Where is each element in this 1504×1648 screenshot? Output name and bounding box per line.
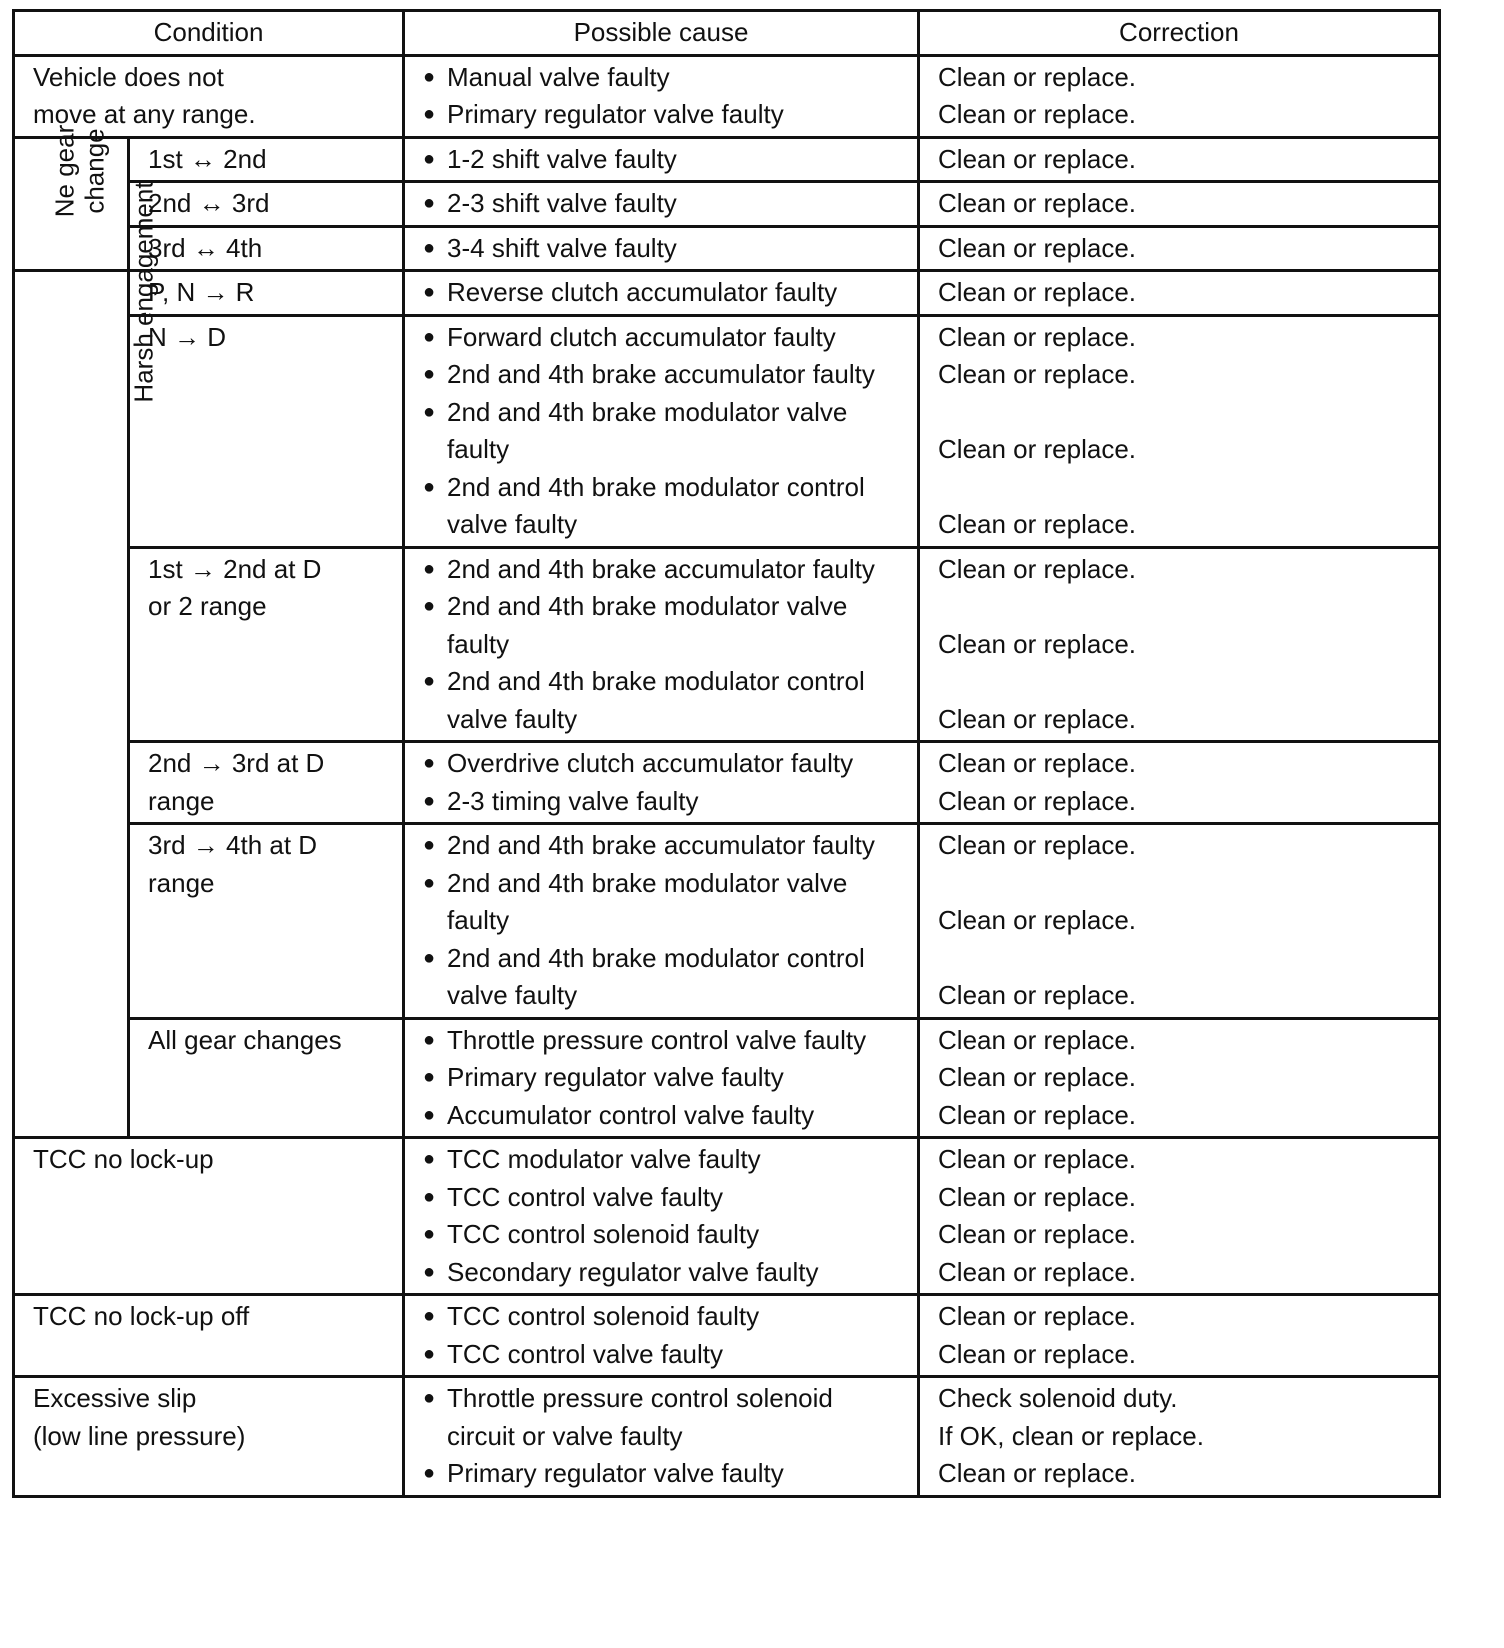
condition-text: (low line pressure) [33, 1420, 246, 1451]
sub-condition-text: 1st → 2nd at D [148, 553, 322, 584]
header-possible-cause: Possible cause [404, 11, 919, 56]
table-row [14, 1138, 1440, 1295]
cause-item: ● 2-3 timing valve faulty [423, 783, 905, 821]
bidirectional-arrow: ↔ [198, 188, 225, 218]
sub-condition-text: P, N → R [148, 277, 255, 307]
correction-item: Clean or replace. [938, 980, 1137, 1010]
table-row [14, 226, 1440, 271]
cause-item: ● 3-4 shift valve faulty [423, 230, 905, 268]
sub-condition-text: 2nd → 3rd at D [148, 748, 325, 778]
cause-item: ● Primary regulator valve faulty [423, 96, 905, 134]
group-label-no-gear-change: Ne gear change [49, 124, 110, 217]
correction-item: Clean or replace. [938, 1338, 1137, 1369]
condition-cell [14, 1295, 404, 1377]
table-row [14, 1018, 1440, 1138]
condition-cell [14, 1138, 404, 1295]
cause-cell [404, 137, 919, 182]
correction-item: Clean or replace. [938, 905, 1137, 935]
correction-item: Clean or replace. [938, 1144, 1137, 1174]
bidirectional-arrow: ↔ [189, 143, 216, 174]
correction-item: Clean or replace. [938, 1099, 1137, 1130]
table-row [14, 824, 1440, 1019]
cause-cell [404, 55, 919, 137]
correction-item: Clean or replace. [938, 830, 1137, 860]
cause-item: ● 2nd and 4th brake accumulator faulty [423, 356, 905, 394]
cause-item: ● 2nd and 4th brake modulator valve faulty [423, 394, 905, 469]
cause-item: ● Secondary regulator valve faulty [423, 1254, 905, 1292]
sub-condition-cell [129, 742, 404, 824]
correction-item: Clean or replace. [938, 359, 1137, 389]
table-row [14, 742, 1440, 824]
sub-condition-cell [129, 547, 404, 742]
cause-item: ● 2nd and 4th brake modulator control valve faulty [423, 469, 905, 544]
gear-from: 2nd [148, 188, 192, 218]
correction-item: Clean or replace. [938, 703, 1137, 734]
cause-cell [404, 315, 919, 547]
correction-cell [919, 742, 1440, 824]
cause-cell [404, 742, 919, 824]
sub-condition-text: range [148, 867, 215, 898]
cause-cell [404, 824, 919, 1019]
correction-cell [919, 55, 1440, 137]
cause-item: ● TCC control solenoid faulty [423, 1216, 905, 1254]
cause-cell [404, 271, 919, 316]
table-row [14, 182, 1440, 227]
gear-to: 3rd [231, 188, 270, 218]
no-gear-change-group-cell [14, 124, 129, 271]
table-row [14, 55, 1440, 137]
cause-item: ● 2nd and 4th brake accumulator faulty [423, 551, 905, 589]
correction-item: Clean or replace. [938, 1219, 1137, 1249]
cause-cell [404, 1295, 919, 1377]
bidirectional-arrow: ↔ [192, 232, 219, 263]
correction-item: Clean or replace. [938, 434, 1137, 464]
gear-to: 4th [226, 232, 263, 263]
cause-item: ● 2nd and 4th brake modulator control valve faulty [423, 940, 905, 1015]
sub-condition-cell [129, 226, 404, 271]
condition-text: Excessive slip [33, 1383, 197, 1413]
sub-condition-text: All gear changes [148, 1024, 342, 1055]
sub-condition-text: 3rd → 4th at D [148, 830, 318, 860]
gear-from: 1st [148, 143, 183, 174]
correction-item: Clean or replace. [938, 748, 1137, 778]
sub-condition-cell [129, 271, 404, 316]
correction-item: Clean or replace. [938, 277, 1137, 307]
header-row [14, 11, 1440, 56]
sub-condition-cell [129, 315, 404, 547]
correction-item: Clean or replace. [938, 99, 1137, 129]
sub-condition-text: or 2 range [148, 591, 267, 621]
harsh-engagement-group-cell [14, 181, 159, 1138]
cause-item: ● 2nd and 4th brake modulator valve faulty [423, 865, 905, 940]
cause-item: ● Primary regulator valve faulty [423, 1059, 905, 1097]
correction-cell [919, 824, 1440, 1019]
correction-item: Clean or replace. [938, 553, 1137, 584]
sub-condition-cell [129, 1018, 404, 1138]
cause-item: ● TCC modulator valve faulty [423, 1141, 905, 1179]
cause-item: ● Throttle pressure control valve faulty [423, 1022, 905, 1060]
table-row [14, 271, 1440, 316]
correction-cell [919, 547, 1440, 742]
cause-cell [404, 1018, 919, 1138]
correction-item: Clean or replace. [938, 188, 1137, 218]
cause-item: ● 2nd and 4th brake modulator control valve faulty [423, 663, 905, 738]
correction-item: Clean or replace. [938, 1256, 1137, 1287]
correction-cell [919, 1018, 1440, 1138]
group-label-harsh-engagement: Harsh engagement [128, 181, 159, 403]
cause-item: ● TCC control valve faulty [423, 1179, 905, 1217]
condition-text: move at any range. [33, 99, 256, 129]
correction-item: If OK, clean or replace. [938, 1420, 1204, 1451]
correction-cell [919, 315, 1440, 547]
correction-cell [919, 1377, 1440, 1497]
troubleshooting-table [12, 9, 1441, 1498]
cause-item: ● 2nd and 4th brake modulator valve faulty [423, 588, 905, 663]
condition-cell [14, 1377, 404, 1497]
header-correction: Correction [919, 11, 1440, 56]
cause-item: ● Throttle pressure control solenoid circuit or valve faulty [423, 1380, 905, 1455]
sub-condition-cell [129, 824, 404, 1019]
correction-item: Check solenoid duty. [938, 1383, 1178, 1413]
header-condition: Condition [14, 11, 404, 56]
table-row [14, 547, 1440, 742]
cause-cell [404, 1377, 919, 1497]
table-row [14, 315, 1440, 547]
correction-item: Clean or replace. [938, 232, 1137, 263]
correction-item: Clean or replace. [938, 1458, 1137, 1488]
condition-text: TCC no lock-up off [33, 1301, 250, 1331]
correction-cell [919, 1295, 1440, 1377]
sub-condition-cell [129, 137, 404, 182]
correction-cell [919, 1138, 1440, 1295]
correction-item: Clean or replace. [938, 1062, 1137, 1092]
gear-from: 3rd [148, 232, 186, 263]
cause-item: ● Overdrive clutch accumulator faulty [423, 745, 905, 783]
cause-cell [404, 226, 919, 271]
correction-item: Clean or replace. [938, 509, 1137, 539]
table-row [14, 1295, 1440, 1377]
correction-cell [919, 226, 1440, 271]
cause-item: ● TCC control solenoid faulty [423, 1298, 905, 1336]
sub-condition-text: N → D [148, 321, 226, 352]
correction-item: Clean or replace. [938, 628, 1137, 659]
correction-cell [919, 271, 1440, 316]
cause-item: ● 1-2 shift valve faulty [423, 141, 905, 179]
condition-text: TCC no lock-up [33, 1144, 214, 1174]
cause-item: ● Accumulator control valve faulty [423, 1097, 905, 1135]
correction-item: Clean or replace. [938, 1301, 1137, 1331]
correction-item: Clean or replace. [938, 143, 1137, 174]
cause-cell [404, 547, 919, 742]
sub-condition-text: range [148, 785, 215, 816]
cause-item: ● 2-3 shift valve faulty [423, 185, 905, 223]
cause-item: ● TCC control valve faulty [423, 1336, 905, 1374]
cause-item: ● 2nd and 4th brake accumulator faulty [423, 827, 905, 865]
correction-item: Clean or replace. [938, 61, 1137, 92]
correction-item: Clean or replace. [938, 321, 1137, 352]
correction-item: Clean or replace. [938, 1024, 1137, 1055]
table-row [14, 1377, 1440, 1497]
sub-condition-cell [129, 182, 404, 227]
cause-item: ● Manual valve faulty [423, 59, 905, 97]
correction-cell [919, 182, 1440, 227]
cause-item: ● Reverse clutch accumulator faulty [423, 274, 905, 312]
cause-cell [404, 182, 919, 227]
cause-item: ● Primary regulator valve faulty [423, 1455, 905, 1493]
correction-cell [919, 137, 1440, 182]
cause-item: ● Forward clutch accumulator faulty [423, 319, 905, 357]
correction-item: Clean or replace. [938, 1181, 1137, 1212]
correction-item: Clean or replace. [938, 785, 1137, 816]
table-row [14, 137, 1440, 182]
cause-cell [404, 1138, 919, 1295]
gear-to: 2nd [223, 143, 267, 174]
condition-text: Vehicle does not [33, 61, 224, 92]
